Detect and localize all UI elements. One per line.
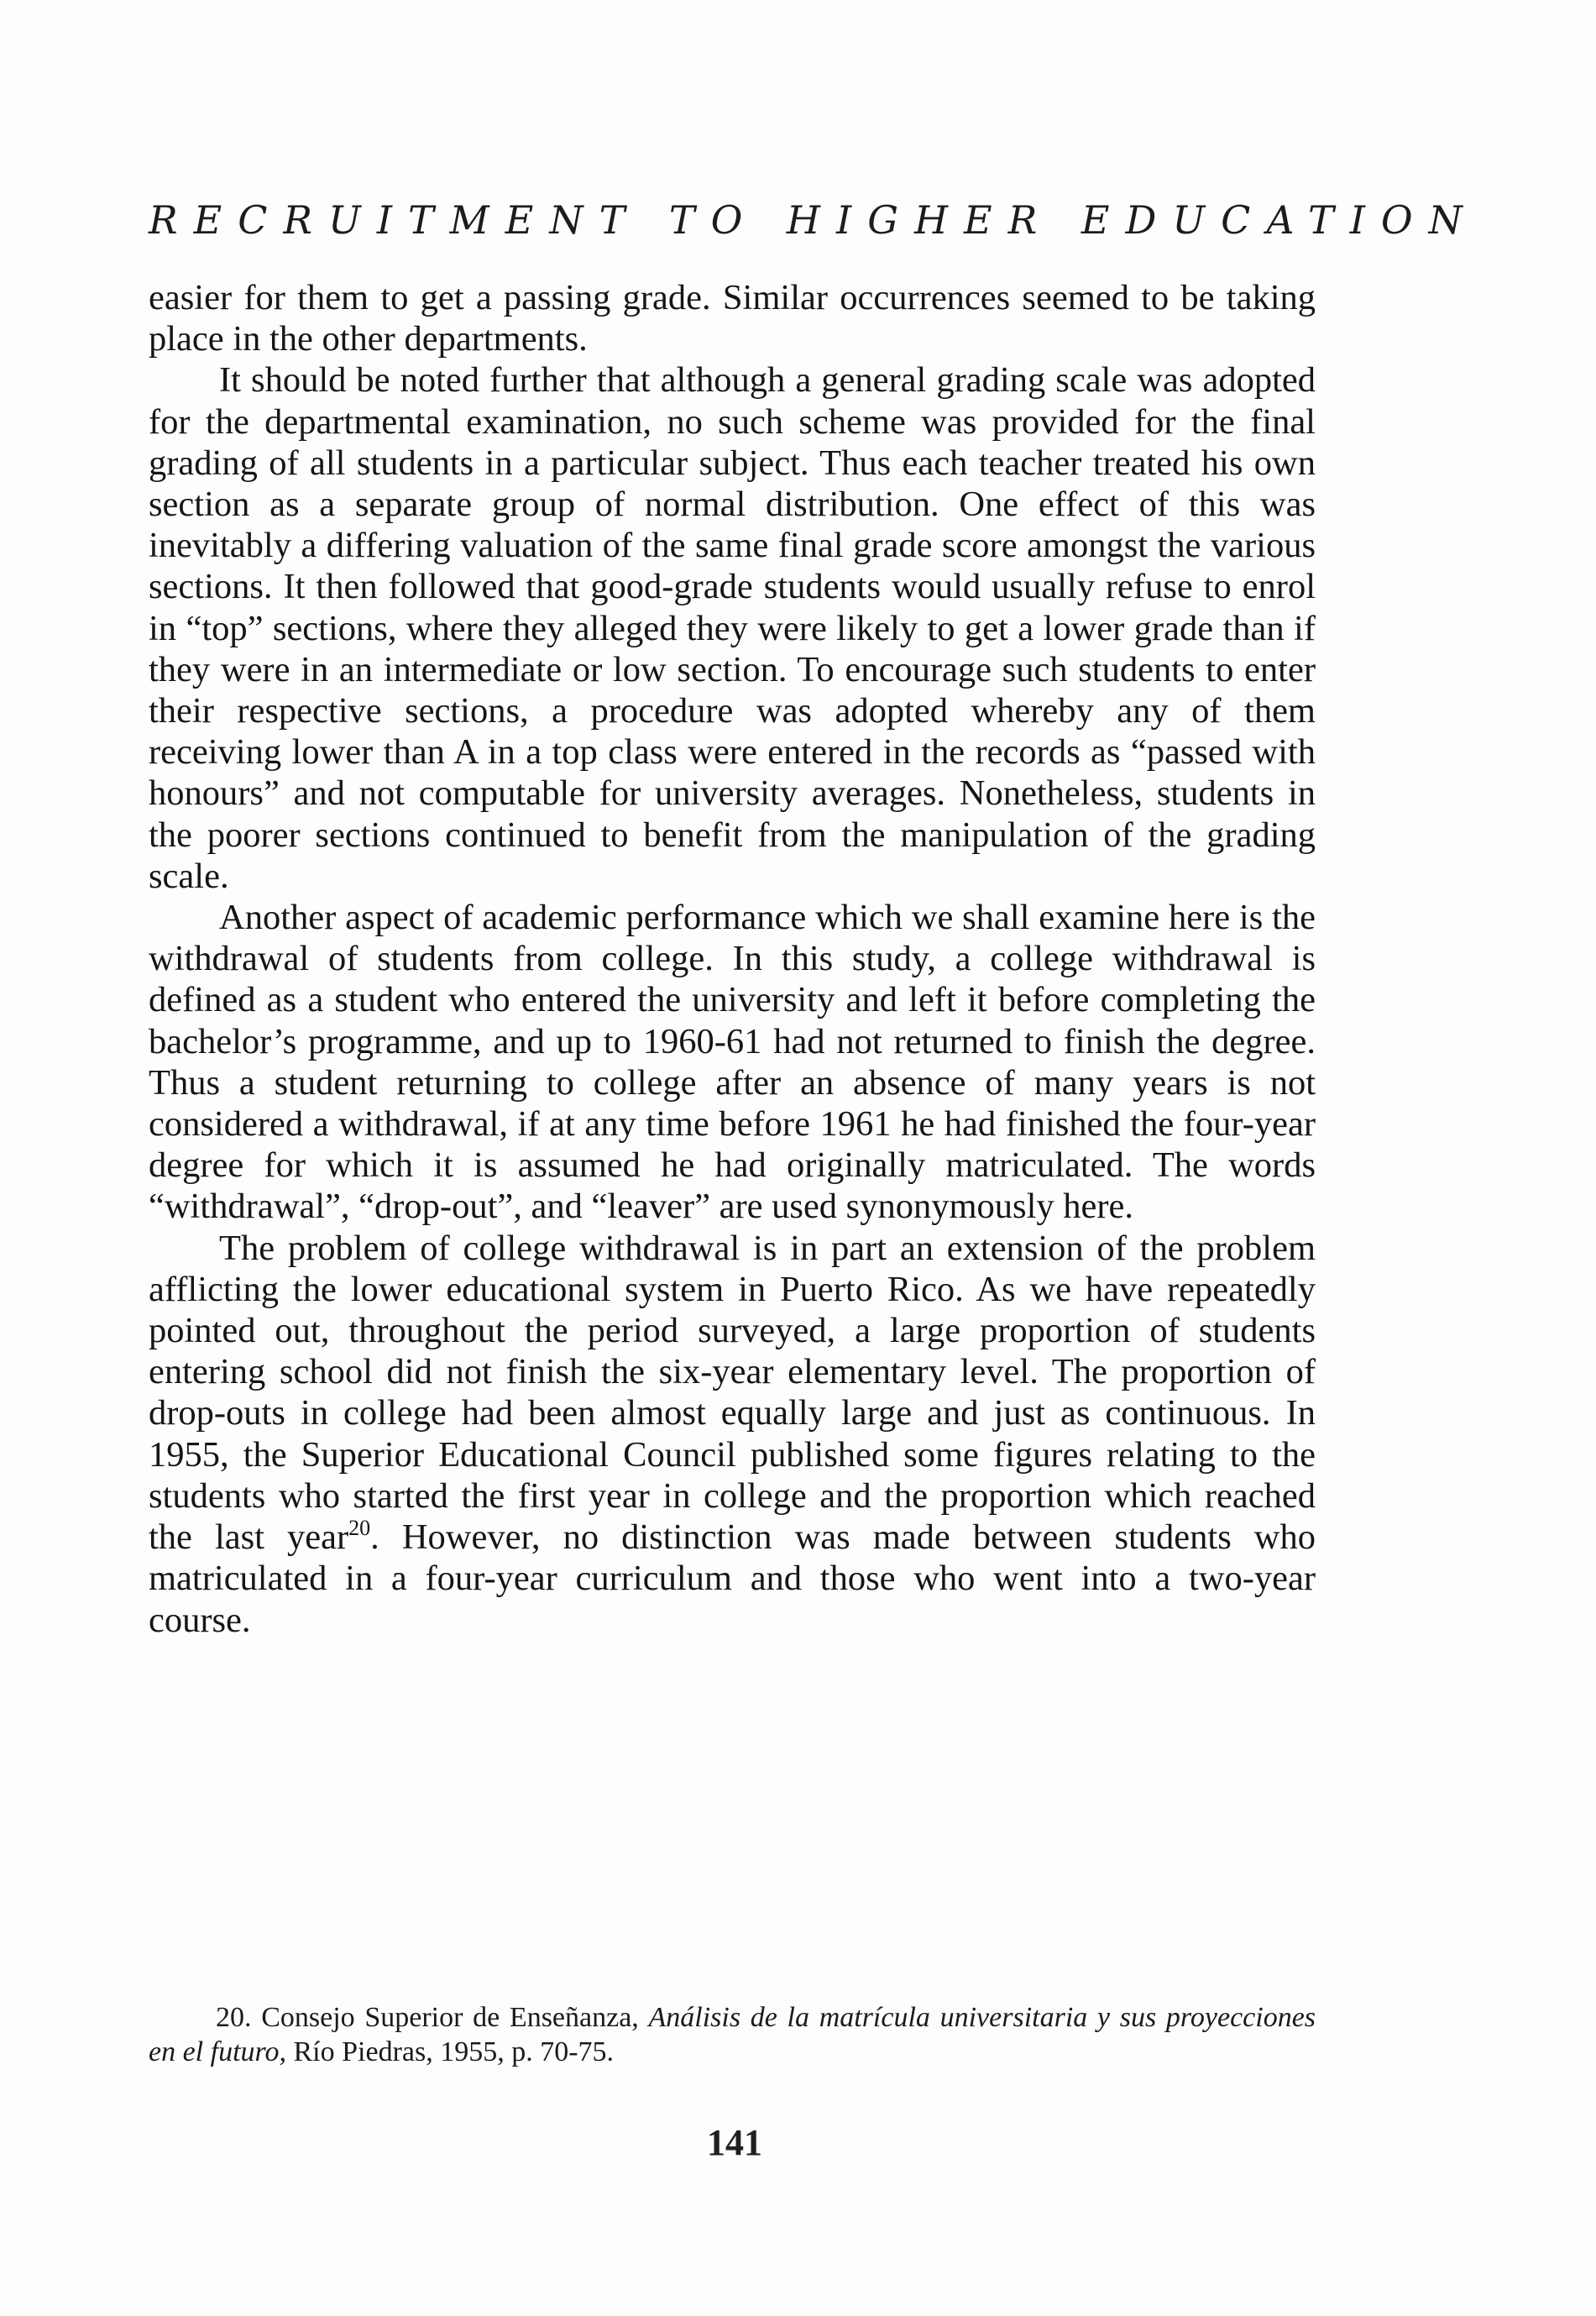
paragraph-text-after-reference: . However, no distinction was made between students who matriculated in a four-year curriculum and those who went into a two-year course. xyxy=(149,1517,1316,1640)
footnote-title: Análisis de la matrícula universitaria y sus proyecciones en el futuro, xyxy=(149,2002,1316,2067)
footnote-reference: 20 xyxy=(348,1516,371,1541)
body-text xyxy=(149,277,1316,1641)
footnote-author: Consejo Superior de Enseñanza, xyxy=(261,2002,639,2033)
footnote xyxy=(149,2000,1316,2069)
paragraph-continued: easier for them to get a passing grade. Similar occurrences seemed to be taking place in the other departments. xyxy=(149,278,1316,359)
footnote-details: Río Piedras, 1955, p. 70-75. xyxy=(293,2036,615,2067)
footnote-number: 20. xyxy=(216,2002,252,2033)
page-number: 141 xyxy=(707,2122,762,2163)
paragraph-withdrawal-definition: Another aspect of academic performance which we shall examine here is the withdrawal of students from college. In this study, a college withdrawal is defined as a student who entered the university and left it before completing the bachelor’s programme, and up to 1960-61 had not returned to finish the degree. Thus a student returning to college after an absence of many years is not considered a withdrawal, if at any time before 1961 he had finished the four-year degree for which it is assumed he had originally matriculated. The words “withdrawal”, “drop-out”, and “leaver” are used synonymously here. xyxy=(149,898,1316,1227)
paragraph-grading-scale: It should be noted further that although a general grading scale was adopted for the departmental examination, no such scheme was provided for the final grading of all students in a particular subject. Thus each teacher treated his own section as a separate group of normal distribution. One effect of this was inevitably a differing valuation of the same final grade score amongst the various sections. It then followed that good-grade students would usually refuse to enrol in “top” sections, where they alleged they were likely to get a lower grade than if they were in an intermediate or low section. To encourage such students to enter their respective sections, a procedure was adopted whereby any of them receiving lower than A in a top class were entered in the records as “passed with honours” and not computable for university averages. Nonetheless, students in the poorer sections continued to benefit from the manipulation of the grading scale. xyxy=(149,360,1316,896)
paragraph-withdrawal-problem xyxy=(149,1228,1316,1641)
running-head: RECRUITMENT TO HIGHER EDUCATION xyxy=(149,197,1478,243)
paragraph-text-before-reference: The problem of college withdrawal is in part an extension of the problem afflicting the lower educational system in Puerto Rico. As we have repeatedly pointed out, throughout the period surveyed, a large proportion of students entering school did not finish the six-year elementary level. The proportion of drop-outs in college had been almost equally large and just as continuous. In 1955, the Superior Educational Council published some figures relating to the students who started the first year in college and the proportion which reached the last year xyxy=(149,1228,1316,1558)
